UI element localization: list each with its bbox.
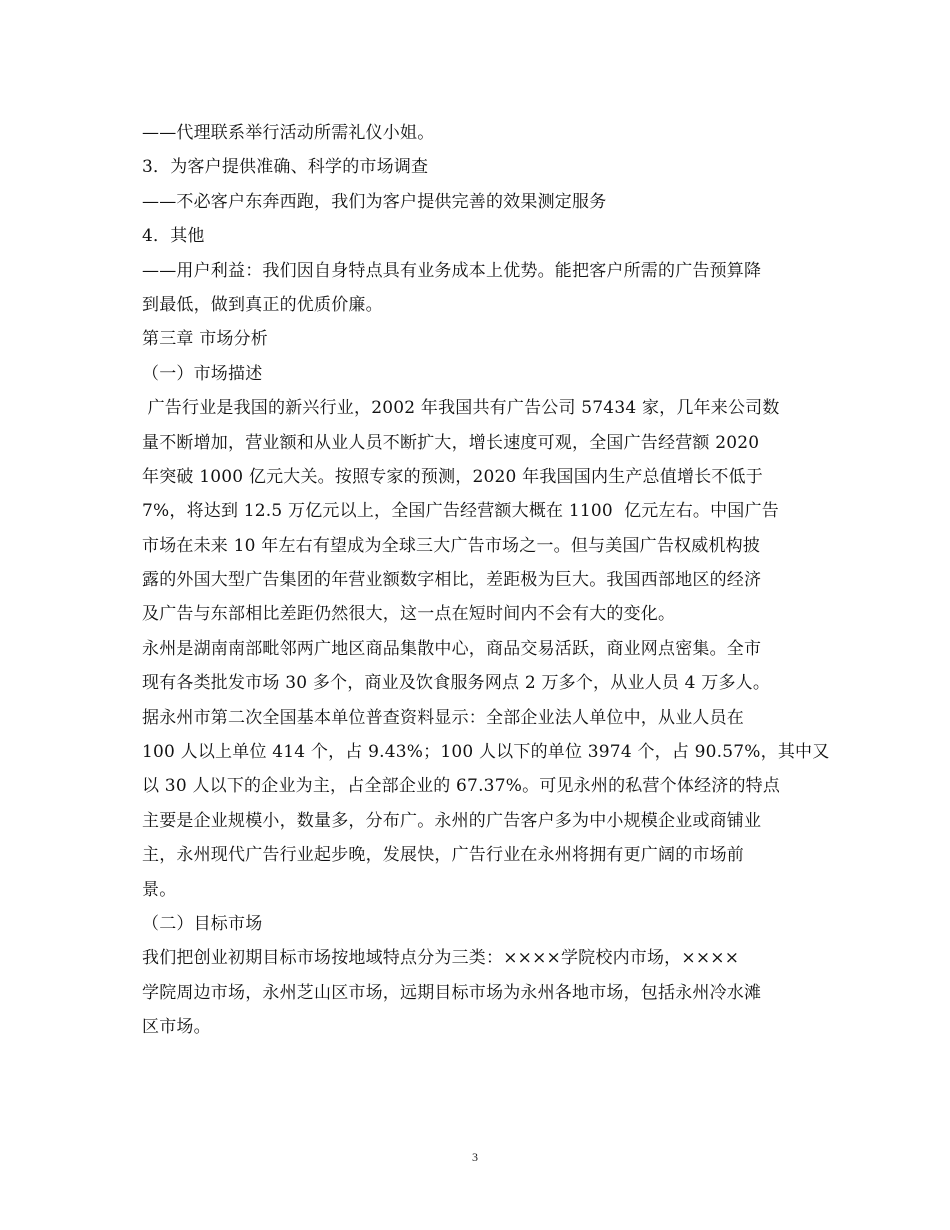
text-line: 100 人以上单位 414 个，占 9.43%；100 人以下的单位 3974 个，占 90.57%，其中又 xyxy=(142,742,830,763)
text-line: 永州是湖南南部毗邻两广地区商品集散中心，商品交易活跃，商业网点密集。全市 xyxy=(142,638,762,659)
text-line: 我们把创业初期目标市场按地域特点分为三类：××××学院校内市场，×××× xyxy=(142,948,740,969)
text-line: 7%，将达到 12.5 万亿元以上，全国广告经营额大概在 1100 亿元左右。中国广告 xyxy=(142,501,779,522)
text-line: ——用户利益：我们因自身特点具有业务成本上优势。能把客户所需的广告预算降 xyxy=(142,260,762,281)
text-line: 市场在未来 10 年左右有望成为全球三大广告市场之一。但与美国广告权威机构披 xyxy=(142,535,761,556)
text-line: 景。 xyxy=(142,879,177,900)
text-line: 主，永州现代广告行业起步晚，发展快，广告行业在永州将拥有更广阔的市场前 xyxy=(142,845,744,866)
text-line: ——代理联系举行活动所需礼仪小姐。 xyxy=(142,123,435,143)
page-number: 3 xyxy=(472,1150,478,1164)
text-line: 及广告与东部相比差距仍然很大，这一点在短时间内不会有大的变化。 xyxy=(142,604,676,625)
text-line: 年突破 1000 亿元大关。按照专家的预测，2020 年我国国内生产总值增长不低于 xyxy=(142,466,763,487)
section-heading: 4．其他 xyxy=(142,226,205,247)
text-line: 区市场。 xyxy=(142,1017,211,1038)
text-line: 到最低，做到真正的优质价廉。 xyxy=(142,294,383,315)
section-heading: 3．为客户提供准确、科学的市场调查 xyxy=(142,157,429,178)
chapter-heading: 第三章 市场分析 xyxy=(142,329,269,350)
text-line: 学院周边市场，永州芝山区市场，远期目标市场为永州各地市场，包括永州冷水滩 xyxy=(142,982,762,1003)
text-line: 以 30 人以下的企业为主，占全部企业的 67.37%。可见永州的私营个体经济的特点 xyxy=(142,776,781,797)
text-line: 主要是企业规模小，数量多，分布广。永州的广告客户多为中小规模企业或商铺业 xyxy=(142,810,762,831)
text-line: ——不必客户东奔西跑，我们为客户提供完善的效果测定服务 xyxy=(142,191,607,212)
text-line: 量不断增加，营业额和从业人员不断扩大，增长速度可观，全国广告经营额 2020 xyxy=(142,432,760,453)
text-line: 露的外国大型广告集团的年营业额数字相比，差距极为巨大。我国西部地区的经济 xyxy=(142,570,762,591)
text-line: 广告行业是我国的新兴行业，2002 年我国共有广告公司 57434 家，几年来公司数 xyxy=(142,398,780,419)
subsection-heading: （二）目标市场 xyxy=(142,913,263,934)
subsection-heading: （一）市场描述 xyxy=(142,363,263,384)
text-line: 据永州市第二次全国基本单位普查资料显示：全部企业法人单位中，从业人员在 xyxy=(142,707,744,728)
page-body xyxy=(142,116,830,1045)
text-line: 现有各类批发市场 30 多个，商业及饮食服务网点 2 万多个，从业人员 4 万多人。 xyxy=(142,673,771,694)
